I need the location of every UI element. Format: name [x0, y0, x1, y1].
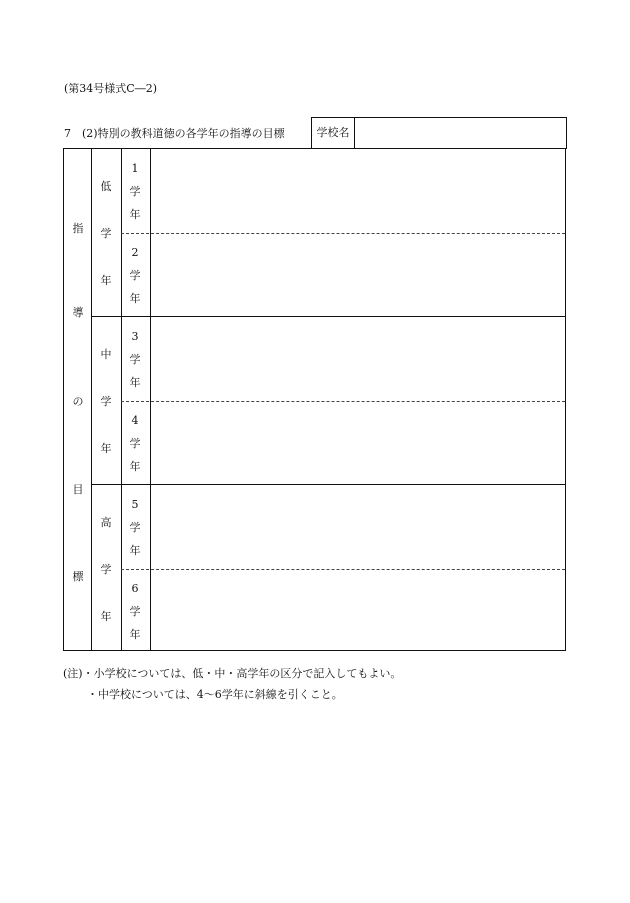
level-char: 年 [100, 274, 112, 287]
grade-char: 5 [131, 498, 139, 511]
level-char: 低 [100, 180, 112, 193]
header-char: 目 [72, 483, 84, 496]
note-line-2: ・中学校については、4～6学年に斜線を引くこと。 [87, 688, 343, 701]
grade-char: 年 [129, 544, 141, 557]
level-char: 年 [100, 610, 112, 623]
header-char: 導 [72, 306, 84, 319]
form-number: (第34号様式C―2) [64, 82, 157, 95]
header-char: の [72, 395, 84, 408]
grade-char: 学 [129, 521, 141, 534]
column-divider [121, 149, 122, 650]
grade-char: 3 [131, 330, 139, 343]
level-char: 年 [100, 442, 112, 455]
grade-3-goal-field[interactable] [151, 317, 565, 401]
level-char: 高 [100, 516, 112, 529]
header-char: 標 [72, 570, 84, 583]
grade-5-goal-field[interactable] [151, 485, 565, 569]
grade-char: 1 [131, 162, 139, 175]
grade-char: 学 [129, 605, 141, 618]
title-row [64, 117, 567, 148]
grade-char: 年 [129, 376, 141, 389]
grade-char: 年 [129, 628, 141, 641]
school-name-label: 学校名 [312, 118, 355, 148]
section-title: 7 (2)特別の教科道徳の各学年の指導の目標 [64, 127, 285, 140]
grade-char: 年 [129, 208, 141, 221]
school-name-box [311, 117, 567, 149]
column-divider [91, 149, 92, 650]
level-char: 学 [100, 227, 112, 240]
grade-char: 学 [129, 437, 141, 450]
grade-char: 2 [131, 246, 139, 259]
level-char: 中 [100, 348, 112, 361]
grade-4-goal-field[interactable] [151, 402, 565, 484]
moral-goals-table [63, 148, 566, 651]
grade-6-goal-field[interactable] [151, 570, 565, 650]
grade-char: 年 [129, 460, 141, 473]
level-char: 学 [100, 563, 112, 576]
grade-2-goal-field[interactable] [151, 234, 565, 316]
grade-1-goal-field[interactable] [151, 149, 565, 233]
grade-char: 年 [129, 292, 141, 305]
header-char: 指 [72, 222, 84, 235]
grade-char: 学 [129, 269, 141, 282]
grade-char: 学 [129, 353, 141, 366]
note-line-1: (注)・小学校については、低・中・高学年の区分で記入してもよい。 [63, 667, 402, 680]
school-name-field[interactable] [355, 118, 566, 148]
grade-char: 学 [129, 185, 141, 198]
grade-char: 4 [131, 414, 139, 427]
grade-char: 6 [131, 582, 139, 595]
level-char: 学 [100, 395, 112, 408]
